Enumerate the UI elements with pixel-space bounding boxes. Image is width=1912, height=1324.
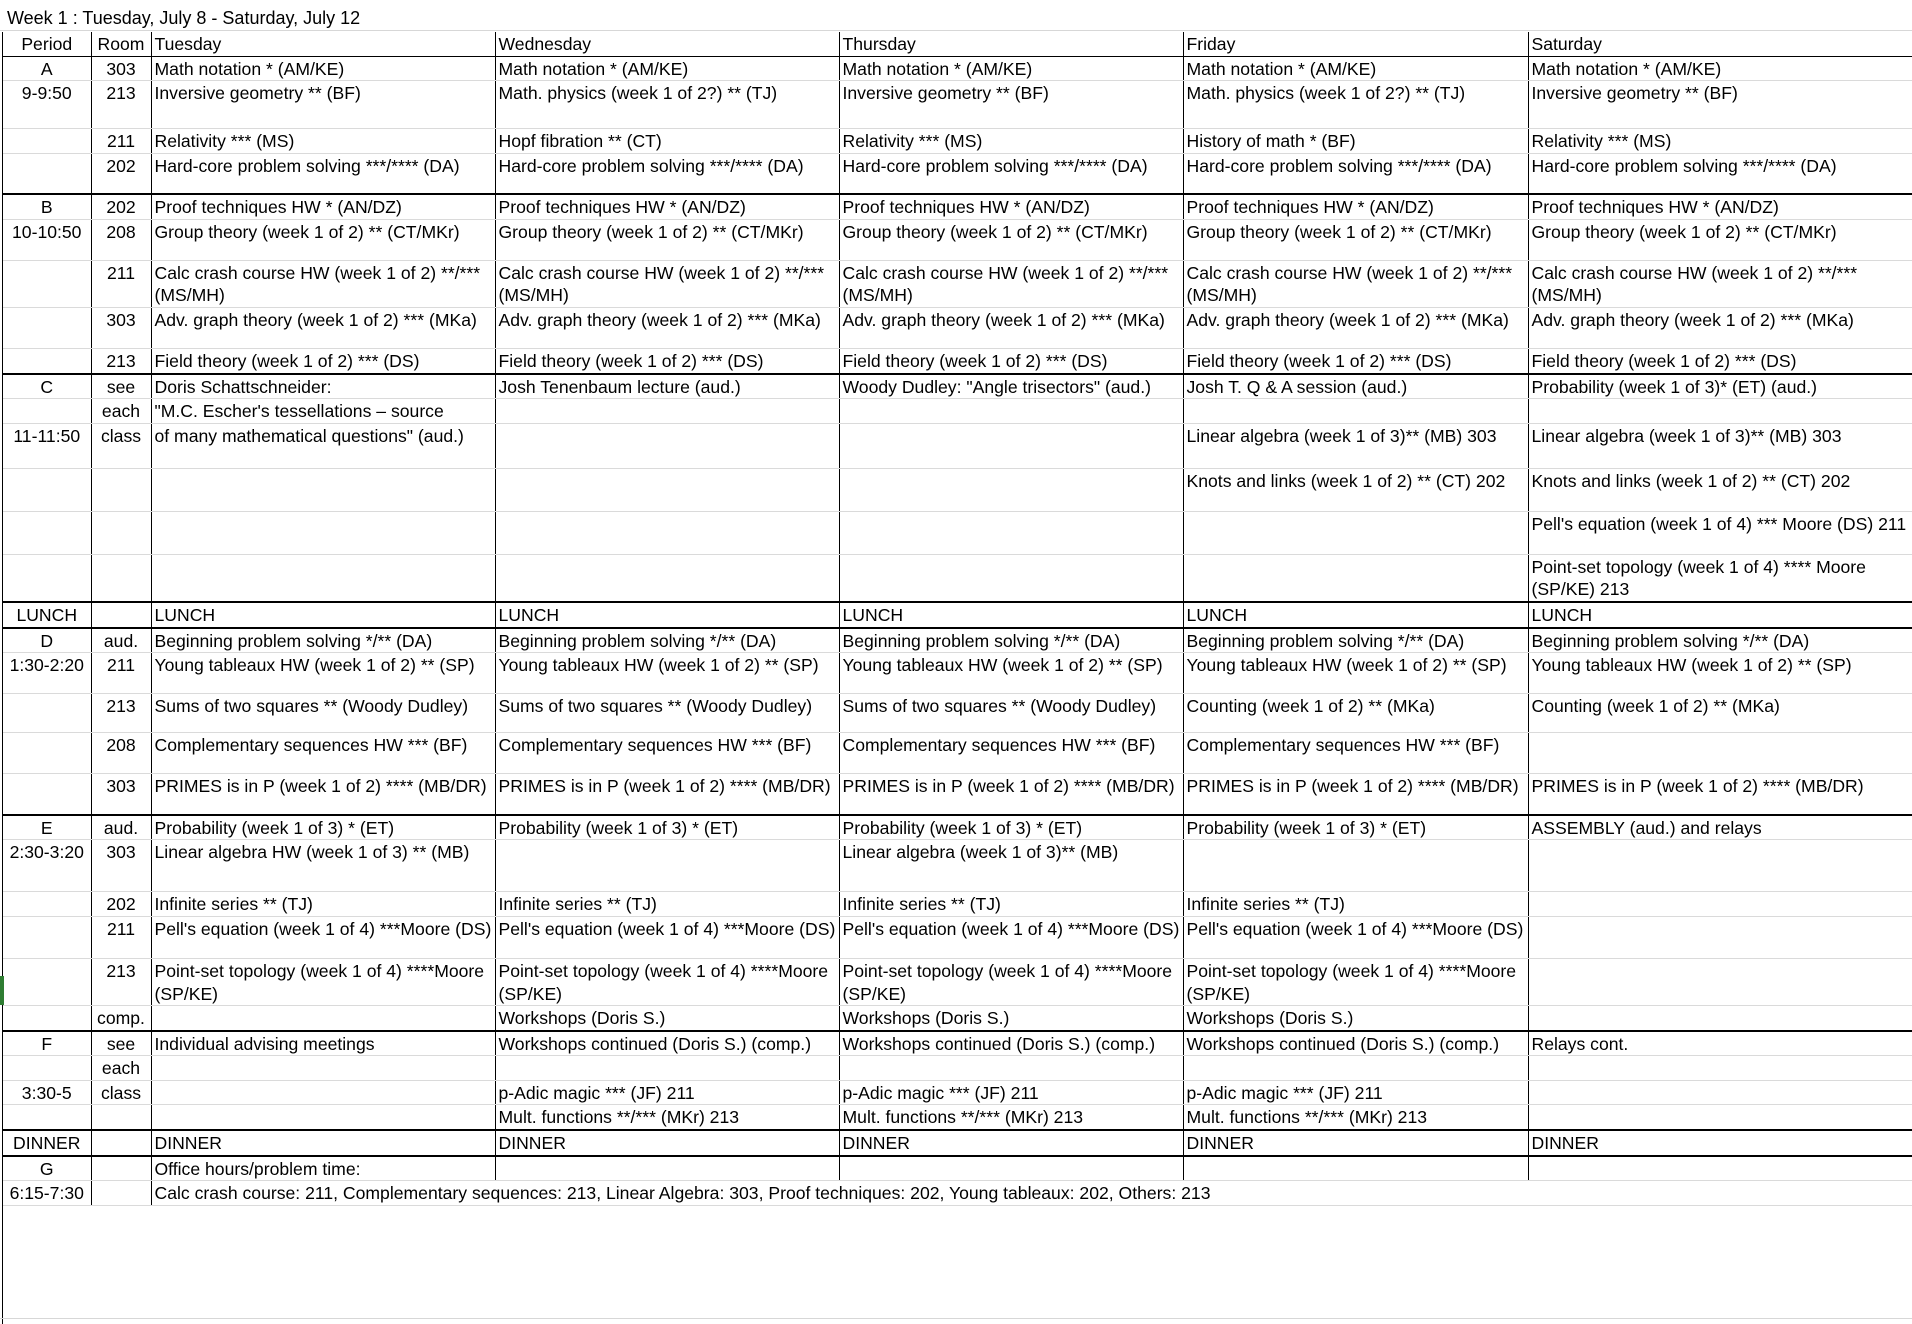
cell-thursday[interactable]: Sums of two squares ** (Woody Dudley) bbox=[839, 694, 1183, 733]
table-row bbox=[3, 153, 1912, 194]
cell-period[interactable]: D bbox=[3, 628, 91, 653]
cell-room[interactable]: 213 bbox=[91, 81, 151, 129]
cell-room[interactable] bbox=[91, 1130, 151, 1156]
cell-wednesday[interactable]: Sums of two squares ** (Woody Dudley) bbox=[495, 694, 839, 733]
cell-wednesday[interactable]: Math. physics (week 1 of 2?) ** (TJ) bbox=[495, 81, 839, 129]
cell-wednesday[interactable]: Group theory (week 1 of 2) ** (CT/MKr) bbox=[495, 219, 839, 260]
cell-room[interactable]: 303 bbox=[91, 840, 151, 892]
header-tuesday[interactable]: Tuesday bbox=[151, 32, 495, 56]
cell-wednesday[interactable]: Hopf fibration ** (CT) bbox=[495, 129, 839, 154]
cell-friday[interactable]: Linear algebra (week 1 of 3)** (MB) 303 bbox=[1183, 423, 1528, 468]
cell-saturday[interactable]: ASSEMBLY (aud.) and relays bbox=[1528, 815, 1912, 840]
header-wednesday[interactable]: Wednesday bbox=[495, 32, 839, 56]
cell-tuesday[interactable] bbox=[151, 1006, 495, 1031]
cell-tuesday[interactable] bbox=[151, 1105, 495, 1130]
cell-period[interactable]: 2:30-3:20 bbox=[3, 840, 91, 892]
cell-tuesday[interactable]: Infinite series ** (TJ) bbox=[151, 892, 495, 917]
cell-wednesday[interactable]: DINNER bbox=[495, 1130, 839, 1156]
cell-tuesday[interactable]: Probability (week 1 of 3) * (ET) bbox=[151, 815, 495, 840]
cell-tuesday[interactable]: Sums of two squares ** (Woody Dudley) bbox=[151, 694, 495, 733]
cell-wednesday[interactable]: Field theory (week 1 of 2) *** (DS) bbox=[495, 349, 839, 374]
cell-saturday[interactable]: Calc crash course HW (week 1 of 2) **/*** (MS/MH) bbox=[1528, 260, 1912, 307]
table-row bbox=[3, 1006, 1912, 1031]
cell-tuesday[interactable]: Office hours/problem time: bbox=[151, 1156, 495, 1181]
cell-period[interactable] bbox=[3, 958, 91, 1005]
cell-saturday[interactable]: Inversive geometry ** (BF) bbox=[1528, 81, 1912, 129]
header-room[interactable]: Room bbox=[91, 32, 151, 56]
cell-period[interactable]: F bbox=[3, 1031, 91, 1056]
cell-tuesday[interactable]: Adv. graph theory (week 1 of 2) *** (MKa) bbox=[151, 308, 495, 349]
cell-tuesday[interactable]: Doris Schattschneider: bbox=[151, 374, 495, 399]
cell-saturday[interactable]: Relativity *** (MS) bbox=[1528, 129, 1912, 154]
cell-thursday[interactable] bbox=[839, 423, 1183, 468]
cell-saturday[interactable] bbox=[1528, 1156, 1912, 1181]
cell-friday[interactable]: Field theory (week 1 of 2) *** (DS) bbox=[1183, 349, 1528, 374]
cell-saturday[interactable]: Knots and links (week 1 of 2) ** (CT) 202 bbox=[1528, 468, 1912, 511]
cell-saturday[interactable]: Relays cont. bbox=[1528, 1031, 1912, 1056]
cell-tuesday[interactable]: Hard-core problem solving ***/**** (DA) bbox=[151, 153, 495, 194]
cell-tuesday[interactable] bbox=[151, 1056, 495, 1081]
cell-friday[interactable] bbox=[1183, 1056, 1528, 1081]
cell-room[interactable]: 208 bbox=[91, 219, 151, 260]
cell-wednesday[interactable] bbox=[495, 468, 839, 511]
cell-room[interactable]: 202 bbox=[91, 892, 151, 917]
cell-friday[interactable]: Math notation * (AM/KE) bbox=[1183, 56, 1528, 81]
cell-friday[interactable]: Beginning problem solving */** (DA) bbox=[1183, 628, 1528, 653]
cell-wednesday[interactable]: Point-set topology (week 1 of 4) ****Moore (SP/KE) bbox=[495, 958, 839, 1005]
cell-thursday[interactable]: Math notation * (AM/KE) bbox=[839, 56, 1183, 81]
cell-tuesday[interactable]: Calc crash course HW (week 1 of 2) **/*** (MS/MH) bbox=[151, 260, 495, 307]
cell-period[interactable] bbox=[3, 1105, 91, 1130]
cell-thursday[interactable]: Hard-core problem solving ***/**** (DA) bbox=[839, 153, 1183, 194]
sheet-title: Week 1 : Tuesday, July 8 - Saturday, July 12 bbox=[0, 6, 1912, 31]
cell-period[interactable] bbox=[3, 774, 91, 815]
cell-period[interactable] bbox=[3, 468, 91, 511]
cell-period[interactable]: 1:30-2:20 bbox=[3, 653, 91, 694]
table-row bbox=[3, 81, 1912, 129]
cell-tuesday[interactable]: Individual advising meetings bbox=[151, 1031, 495, 1056]
cell-tuesday[interactable]: Inversive geometry ** (BF) bbox=[151, 81, 495, 129]
cell-saturday[interactable]: Counting (week 1 of 2) ** (MKa) bbox=[1528, 694, 1912, 733]
cell-saturday[interactable]: Hard-core problem solving ***/**** (DA) bbox=[1528, 153, 1912, 194]
cell-thursday[interactable]: Beginning problem solving */** (DA) bbox=[839, 628, 1183, 653]
cell-friday[interactable]: Counting (week 1 of 2) ** (MKa) bbox=[1183, 694, 1528, 733]
cell-room[interactable] bbox=[91, 468, 151, 511]
table-row bbox=[3, 1181, 1912, 1206]
cell-period[interactable] bbox=[3, 1006, 91, 1031]
cell-friday[interactable]: Point-set topology (week 1 of 4) ****Moore (SP/KE) bbox=[1183, 958, 1528, 1005]
cell-room[interactable]: 303 bbox=[91, 774, 151, 815]
cell-room[interactable]: 303 bbox=[91, 56, 151, 81]
cell-saturday[interactable]: PRIMES is in P (week 1 of 2) **** (MB/DR) bbox=[1528, 774, 1912, 815]
cell-saturday[interactable]: Pell's equation (week 1 of 4) *** Moore (DS) 211 bbox=[1528, 511, 1912, 554]
cell-saturday[interactable] bbox=[1528, 733, 1912, 774]
cell-thursday[interactable]: Field theory (week 1 of 2) *** (DS) bbox=[839, 349, 1183, 374]
table-row bbox=[3, 840, 1912, 892]
cell-wednesday[interactable] bbox=[495, 423, 839, 468]
cell-friday[interactable]: Workshops (Doris S.) bbox=[1183, 1006, 1528, 1031]
cell-wednesday[interactable]: Probability (week 1 of 3) * (ET) bbox=[495, 815, 839, 840]
cell-friday[interactable]: LUNCH bbox=[1183, 602, 1528, 628]
cell-saturday[interactable]: DINNER bbox=[1528, 1130, 1912, 1156]
cell-period[interactable] bbox=[3, 349, 91, 374]
cell-wednesday[interactable]: p-Adic magic *** (JF) 211 bbox=[495, 1080, 839, 1105]
cell-period[interactable]: G bbox=[3, 1156, 91, 1181]
cell-friday[interactable]: Proof techniques HW * (AN/DZ) bbox=[1183, 194, 1528, 219]
cell-wednesday[interactable]: Workshops (Doris S.) bbox=[495, 1006, 839, 1031]
cell-room[interactable] bbox=[91, 511, 151, 554]
cell-room[interactable]: 213 bbox=[91, 958, 151, 1005]
cell-room[interactable]: aud. bbox=[91, 815, 151, 840]
cell-room[interactable]: 211 bbox=[91, 916, 151, 958]
cell-wednesday[interactable] bbox=[495, 554, 839, 602]
cell-room[interactable]: see bbox=[91, 374, 151, 399]
cell-thursday[interactable]: Proof techniques HW * (AN/DZ) bbox=[839, 194, 1183, 219]
table-row bbox=[3, 219, 1912, 260]
cell-saturday[interactable] bbox=[1528, 399, 1912, 424]
cell-wednesday[interactable]: Infinite series ** (TJ) bbox=[495, 892, 839, 917]
cell-room[interactable]: 202 bbox=[91, 153, 151, 194]
table-row bbox=[3, 815, 1912, 840]
cell-room[interactable]: 202 bbox=[91, 194, 151, 219]
table-row bbox=[3, 129, 1912, 154]
cell-friday[interactable] bbox=[1183, 840, 1528, 892]
cell-room[interactable]: class bbox=[91, 423, 151, 468]
table-row bbox=[3, 260, 1912, 307]
cell-tuesday[interactable]: LUNCH bbox=[151, 602, 495, 628]
table-row bbox=[3, 1156, 1912, 1181]
cell-wednesday[interactable]: Hard-core problem solving ***/**** (DA) bbox=[495, 153, 839, 194]
table-row bbox=[3, 774, 1912, 815]
table-row bbox=[3, 1105, 1912, 1130]
cell-saturday[interactable]: Beginning problem solving */** (DA) bbox=[1528, 628, 1912, 653]
cell-period[interactable] bbox=[3, 153, 91, 194]
cell-thursday[interactable]: Pell's equation (week 1 of 4) ***Moore (DS) bbox=[839, 916, 1183, 958]
cell-wednesday[interactable]: Calc crash course HW (week 1 of 2) **/*** (MS/MH) bbox=[495, 260, 839, 307]
cell-friday[interactable]: Calc crash course HW (week 1 of 2) **/*** (MS/MH) bbox=[1183, 260, 1528, 307]
cell-period[interactable] bbox=[3, 733, 91, 774]
cell-thursday[interactable] bbox=[839, 1156, 1183, 1181]
cell-thursday[interactable]: Young tableaux HW (week 1 of 2) ** (SP) bbox=[839, 653, 1183, 694]
table-row bbox=[3, 399, 1912, 424]
cell-saturday[interactable]: Point-set topology (week 1 of 4) **** Moore (SP/KE) 213 bbox=[1528, 554, 1912, 602]
table-row bbox=[3, 602, 1912, 628]
cell-room[interactable]: see bbox=[91, 1031, 151, 1056]
cell-period[interactable]: C bbox=[3, 374, 91, 399]
cell-thursday[interactable]: Adv. graph theory (week 1 of 2) *** (MKa) bbox=[839, 308, 1183, 349]
cell-friday[interactable]: Infinite series ** (TJ) bbox=[1183, 892, 1528, 917]
cell-tuesday[interactable] bbox=[151, 554, 495, 602]
cell-wednesday[interactable] bbox=[495, 840, 839, 892]
cell-period[interactable]: 11-11:50 bbox=[3, 423, 91, 468]
cell-tuesday[interactable] bbox=[151, 1080, 495, 1105]
cell-friday[interactable] bbox=[1183, 511, 1528, 554]
cell-thursday[interactable] bbox=[839, 511, 1183, 554]
cell-room[interactable]: 303 bbox=[91, 308, 151, 349]
cell-period[interactable] bbox=[3, 511, 91, 554]
table-row bbox=[3, 1080, 1912, 1105]
cell-saturday[interactable] bbox=[1528, 958, 1912, 1005]
cell-friday[interactable]: Complementary sequences HW *** (BF) bbox=[1183, 733, 1528, 774]
cell-thursday[interactable]: DINNER bbox=[839, 1130, 1183, 1156]
cell-friday[interactable]: Workshops continued (Doris S.) (comp.) bbox=[1183, 1031, 1528, 1056]
cell-thursday[interactable]: Calc crash course HW (week 1 of 2) **/*** (MS/MH) bbox=[839, 260, 1183, 307]
cell-tuesday[interactable]: Beginning problem solving */** (DA) bbox=[151, 628, 495, 653]
cell-thursday[interactable]: Complementary sequences HW *** (BF) bbox=[839, 733, 1183, 774]
cell-wednesday[interactable] bbox=[495, 399, 839, 424]
table-row bbox=[3, 308, 1912, 349]
cell-friday[interactable] bbox=[1183, 1156, 1528, 1181]
cell-tuesday[interactable]: of many mathematical questions" (aud.) bbox=[151, 423, 495, 468]
cell-friday[interactable]: p-Adic magic *** (JF) 211 bbox=[1183, 1080, 1528, 1105]
cell-thursday[interactable]: Relativity *** (MS) bbox=[839, 129, 1183, 154]
table-row bbox=[3, 1130, 1912, 1156]
cell-tuesday[interactable]: Group theory (week 1 of 2) ** (CT/MKr) bbox=[151, 219, 495, 260]
header-thursday[interactable]: Thursday bbox=[839, 32, 1183, 56]
table-row bbox=[3, 56, 1912, 81]
cell-wednesday[interactable]: Josh Tenenbaum lecture (aud.) bbox=[495, 374, 839, 399]
cell-period[interactable] bbox=[3, 129, 91, 154]
table-row bbox=[3, 374, 1912, 399]
cell-thursday[interactable]: Infinite series ** (TJ) bbox=[839, 892, 1183, 917]
cell-period[interactable] bbox=[3, 554, 91, 602]
cell-tuesday[interactable]: Proof techniques HW * (AN/DZ) bbox=[151, 194, 495, 219]
cell-thursday[interactable]: LUNCH bbox=[839, 602, 1183, 628]
cell-wednesday[interactable]: Workshops continued (Doris S.) (comp.) bbox=[495, 1031, 839, 1056]
schedule-table bbox=[3, 32, 1912, 1206]
cell-period[interactable] bbox=[3, 308, 91, 349]
cell-saturday[interactable]: LUNCH bbox=[1528, 602, 1912, 628]
cell-room[interactable] bbox=[91, 1181, 151, 1206]
cell-tuesday[interactable]: Relativity *** (MS) bbox=[151, 129, 495, 154]
cell-wednesday[interactable]: LUNCH bbox=[495, 602, 839, 628]
cell-period[interactable]: LUNCH bbox=[3, 602, 91, 628]
cell-room[interactable]: 211 bbox=[91, 129, 151, 154]
cell-tuesday[interactable]: Calc crash course: 211, Complementary sequences: 213, Linear Algebra: 303, Proof techniques: 202, Young tableaux: 202, Others: 213 bbox=[151, 1181, 1912, 1206]
cell-wednesday[interactable]: Complementary sequences HW *** (BF) bbox=[495, 733, 839, 774]
table-row bbox=[3, 194, 1912, 219]
cell-thursday[interactable]: Workshops continued (Doris S.) (comp.) bbox=[839, 1031, 1183, 1056]
cell-saturday[interactable]: Young tableaux HW (week 1 of 2) ** (SP) bbox=[1528, 653, 1912, 694]
table-row bbox=[3, 916, 1912, 958]
table-row bbox=[3, 958, 1912, 1005]
cell-saturday[interactable]: Math notation * (AM/KE) bbox=[1528, 56, 1912, 81]
header-saturday[interactable]: Saturday bbox=[1528, 32, 1912, 56]
cell-saturday[interactable]: Adv. graph theory (week 1 of 2) *** (MKa) bbox=[1528, 308, 1912, 349]
cell-saturday[interactable] bbox=[1528, 840, 1912, 892]
cell-wednesday[interactable]: Young tableaux HW (week 1 of 2) ** (SP) bbox=[495, 653, 839, 694]
cell-room[interactable] bbox=[91, 1156, 151, 1181]
cell-tuesday[interactable]: PRIMES is in P (week 1 of 2) **** (MB/DR) bbox=[151, 774, 495, 815]
cell-period[interactable]: A bbox=[3, 56, 91, 81]
cell-thursday[interactable]: Woody Dudley: "Angle trisectors" (aud.) bbox=[839, 374, 1183, 399]
cell-thursday[interactable] bbox=[839, 468, 1183, 511]
table-row bbox=[3, 733, 1912, 774]
cell-wednesday[interactable] bbox=[495, 1056, 839, 1081]
cell-period[interactable]: DINNER bbox=[3, 1130, 91, 1156]
table-row bbox=[3, 511, 1912, 554]
cell-room[interactable] bbox=[91, 554, 151, 602]
cell-friday[interactable]: History of math * (BF) bbox=[1183, 129, 1528, 154]
cell-period[interactable]: E bbox=[3, 815, 91, 840]
cell-friday[interactable]: Josh T. Q & A session (aud.) bbox=[1183, 374, 1528, 399]
cell-saturday[interactable]: Group theory (week 1 of 2) ** (CT/MKr) bbox=[1528, 219, 1912, 260]
cell-period[interactable]: 10-10:50 bbox=[3, 219, 91, 260]
cell-period[interactable]: 9-9:50 bbox=[3, 81, 91, 129]
cell-room[interactable]: 213 bbox=[91, 694, 151, 733]
cell-wednesday[interactable] bbox=[495, 511, 839, 554]
cell-thursday[interactable] bbox=[839, 399, 1183, 424]
cell-saturday[interactable] bbox=[1528, 1056, 1912, 1081]
cell-saturday[interactable] bbox=[1528, 1105, 1912, 1130]
cell-thursday[interactable] bbox=[839, 1056, 1183, 1081]
cell-room[interactable]: class bbox=[91, 1080, 151, 1105]
cell-room[interactable]: 211 bbox=[91, 260, 151, 307]
cell-room[interactable]: 208 bbox=[91, 733, 151, 774]
cell-room[interactable]: aud. bbox=[91, 628, 151, 653]
table-row bbox=[3, 554, 1912, 602]
cell-saturday[interactable] bbox=[1528, 1080, 1912, 1105]
cell-wednesday[interactable] bbox=[495, 1156, 839, 1181]
cell-room[interactable] bbox=[91, 602, 151, 628]
cell-room[interactable]: 211 bbox=[91, 653, 151, 694]
cell-friday[interactable]: Hard-core problem solving ***/**** (DA) bbox=[1183, 153, 1528, 194]
header-period[interactable]: Period bbox=[3, 32, 91, 56]
cell-period[interactable] bbox=[3, 1056, 91, 1081]
cell-friday[interactable]: Pell's equation (week 1 of 4) ***Moore (DS) bbox=[1183, 916, 1528, 958]
table-row bbox=[3, 468, 1912, 511]
cell-tuesday[interactable]: Linear algebra HW (week 1 of 3) ** (MB) bbox=[151, 840, 495, 892]
cell-friday[interactable] bbox=[1183, 554, 1528, 602]
cell-friday[interactable]: Young tableaux HW (week 1 of 2) ** (SP) bbox=[1183, 653, 1528, 694]
cell-friday[interactable]: Math. physics (week 1 of 2?) ** (TJ) bbox=[1183, 81, 1528, 129]
cell-period[interactable]: 6:15-7:30 bbox=[3, 1181, 91, 1206]
cell-wednesday[interactable]: PRIMES is in P (week 1 of 2) **** (MB/DR) bbox=[495, 774, 839, 815]
cell-tuesday[interactable] bbox=[151, 468, 495, 511]
cell-friday[interactable]: DINNER bbox=[1183, 1130, 1528, 1156]
cell-saturday[interactable]: Probability (week 1 of 3)* (ET) (aud.) bbox=[1528, 374, 1912, 399]
cell-tuesday[interactable] bbox=[151, 511, 495, 554]
cell-friday[interactable]: Adv. graph theory (week 1 of 2) *** (MKa) bbox=[1183, 308, 1528, 349]
cell-wednesday[interactable]: Beginning problem solving */** (DA) bbox=[495, 628, 839, 653]
cell-thursday[interactable]: Workshops (Doris S.) bbox=[839, 1006, 1183, 1031]
cell-saturday[interactable] bbox=[1528, 892, 1912, 917]
cell-thursday[interactable] bbox=[839, 554, 1183, 602]
table-row bbox=[3, 1031, 1912, 1056]
cell-tuesday[interactable]: Point-set topology (week 1 of 4) ****Moore (SP/KE) bbox=[151, 958, 495, 1005]
cell-thursday[interactable]: PRIMES is in P (week 1 of 2) **** (MB/DR) bbox=[839, 774, 1183, 815]
cell-room[interactable]: each bbox=[91, 399, 151, 424]
cell-tuesday[interactable]: Pell's equation (week 1 of 4) ***Moore (DS) bbox=[151, 916, 495, 958]
cell-saturday[interactable]: Proof techniques HW * (AN/DZ) bbox=[1528, 194, 1912, 219]
cell-room[interactable]: each bbox=[91, 1056, 151, 1081]
cell-period[interactable]: B bbox=[3, 194, 91, 219]
cell-saturday[interactable] bbox=[1528, 1006, 1912, 1031]
cell-room[interactable]: 213 bbox=[91, 349, 151, 374]
cell-friday[interactable]: Group theory (week 1 of 2) ** (CT/MKr) bbox=[1183, 219, 1528, 260]
cell-friday[interactable] bbox=[1183, 399, 1528, 424]
cell-saturday[interactable]: Field theory (week 1 of 2) *** (DS) bbox=[1528, 349, 1912, 374]
cell-thursday[interactable]: Probability (week 1 of 3) * (ET) bbox=[839, 815, 1183, 840]
cell-period[interactable] bbox=[3, 892, 91, 917]
cell-period[interactable] bbox=[3, 399, 91, 424]
cell-thursday[interactable]: Point-set topology (week 1 of 4) ****Moore (SP/KE) bbox=[839, 958, 1183, 1005]
cell-period[interactable]: 3:30-5 bbox=[3, 1080, 91, 1105]
grid-bottom-line bbox=[0, 1318, 1912, 1319]
table-row bbox=[3, 694, 1912, 733]
cell-wednesday[interactable]: Proof techniques HW * (AN/DZ) bbox=[495, 194, 839, 219]
cell-wednesday[interactable]: Math notation * (AM/KE) bbox=[495, 56, 839, 81]
cell-friday[interactable]: Knots and links (week 1 of 2) ** (CT) 202 bbox=[1183, 468, 1528, 511]
table-row bbox=[3, 892, 1912, 917]
cell-room[interactable] bbox=[91, 1105, 151, 1130]
cell-tuesday[interactable]: "M.C. Escher's tessellations – source bbox=[151, 399, 495, 424]
cell-tuesday[interactable]: Complementary sequences HW *** (BF) bbox=[151, 733, 495, 774]
cell-period[interactable] bbox=[3, 916, 91, 958]
cell-period[interactable] bbox=[3, 694, 91, 733]
cell-tuesday[interactable]: Field theory (week 1 of 2) *** (DS) bbox=[151, 349, 495, 374]
cell-wednesday[interactable]: Mult. functions **/*** (MKr) 213 bbox=[495, 1105, 839, 1130]
cell-thursday[interactable]: Group theory (week 1 of 2) ** (CT/MKr) bbox=[839, 219, 1183, 260]
cell-friday[interactable]: PRIMES is in P (week 1 of 2) **** (MB/DR) bbox=[1183, 774, 1528, 815]
cell-tuesday[interactable]: Math notation * (AM/KE) bbox=[151, 56, 495, 81]
table-row bbox=[3, 653, 1912, 694]
cell-period[interactable] bbox=[3, 260, 91, 307]
cell-tuesday[interactable]: DINNER bbox=[151, 1130, 495, 1156]
cell-saturday[interactable] bbox=[1528, 916, 1912, 958]
cell-friday[interactable]: Probability (week 1 of 3) * (ET) bbox=[1183, 815, 1528, 840]
cell-room[interactable]: comp. bbox=[91, 1006, 151, 1031]
table-row bbox=[3, 1056, 1912, 1081]
cell-saturday[interactable]: Linear algebra (week 1 of 3)** (MB) 303 bbox=[1528, 423, 1912, 468]
cell-tuesday[interactable]: Young tableaux HW (week 1 of 2) ** (SP) bbox=[151, 653, 495, 694]
cell-wednesday[interactable]: Pell's equation (week 1 of 4) ***Moore (DS) bbox=[495, 916, 839, 958]
cell-wednesday[interactable]: Adv. graph theory (week 1 of 2) *** (MKa) bbox=[495, 308, 839, 349]
table-row bbox=[3, 423, 1912, 468]
table-row bbox=[3, 628, 1912, 653]
cell-thursday[interactable]: Inversive geometry ** (BF) bbox=[839, 81, 1183, 129]
header-row bbox=[3, 32, 1912, 56]
cell-thursday[interactable]: p-Adic magic *** (JF) 211 bbox=[839, 1080, 1183, 1105]
cell-friday[interactable]: Mult. functions **/*** (MKr) 213 bbox=[1183, 1105, 1528, 1130]
table-row bbox=[3, 349, 1912, 374]
cell-thursday[interactable]: Mult. functions **/*** (MKr) 213 bbox=[839, 1105, 1183, 1130]
cell-thursday[interactable]: Linear algebra (week 1 of 3)** (MB) bbox=[839, 840, 1183, 892]
header-friday[interactable]: Friday bbox=[1183, 32, 1528, 56]
